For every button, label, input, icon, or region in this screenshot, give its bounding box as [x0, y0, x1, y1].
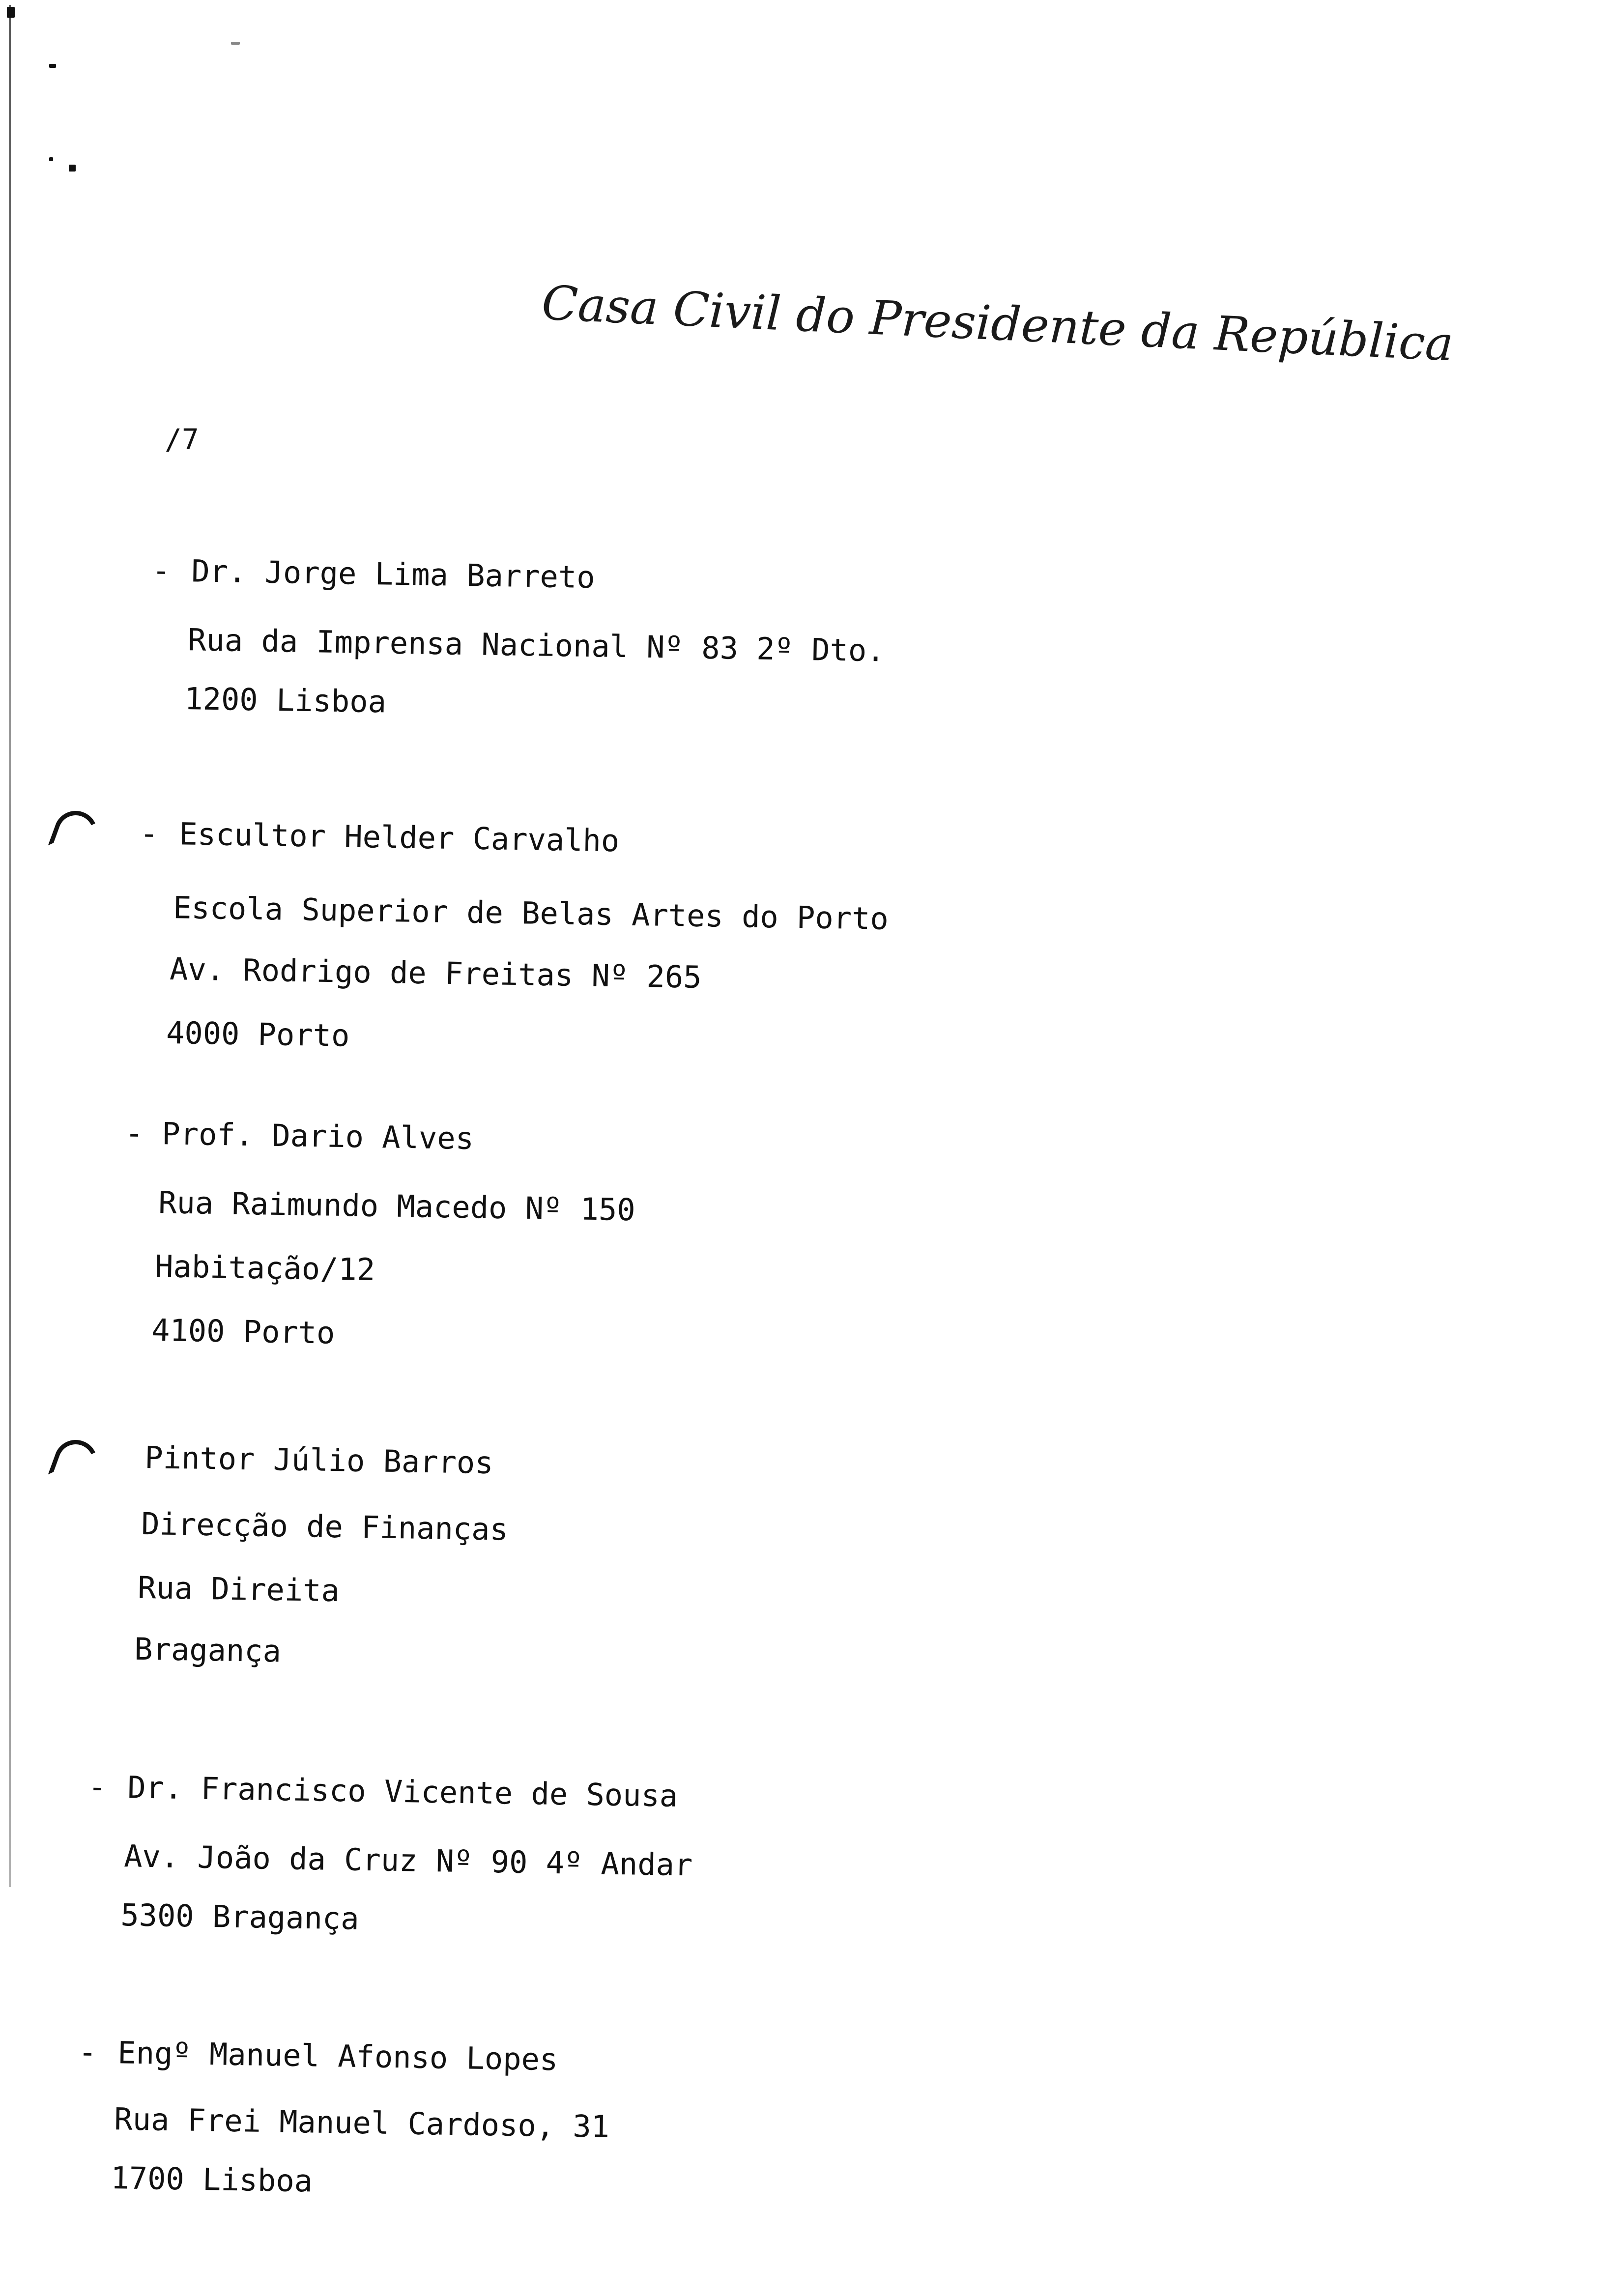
entry-dash: -: [124, 1115, 162, 1152]
entry-city: 1200 Lisboa: [184, 681, 387, 720]
handwritten-bracket-mark: [48, 1434, 104, 1490]
scan-speck: [69, 165, 76, 172]
entry-street: Av. Rodrigo de Freitas Nº 265: [169, 950, 702, 995]
entry-street: Rua Frei Manuel Cardoso, 31: [114, 2101, 610, 2145]
entry-name: Escultor Helder Carvalho: [178, 816, 620, 859]
scan-speck: [49, 64, 56, 68]
entry-name: Dr. Jorge Lima Barreto: [191, 553, 596, 596]
letterhead-script: Casa Civil do Presidente da República: [540, 275, 1455, 372]
entry-city: Bragança: [134, 1631, 282, 1669]
entry-dash: -: [87, 1769, 125, 1806]
scan-edge-line: [9, 5, 11, 1887]
entry-city: 5300 Bragança: [120, 1897, 360, 1937]
entry-street: Rua da Imprensa Nacional Nº 83 2º Dto.: [187, 622, 886, 669]
entry-city: 1700 Lisboa: [110, 2160, 313, 2199]
entry-name: Engº Manuel Afonso Lopes: [117, 2035, 558, 2078]
entry-institution: Escola Superior de Belas Artes do Porto: [173, 890, 889, 937]
entry-unit: Habitação/12: [154, 1248, 375, 1288]
scan-speck: [231, 42, 240, 45]
entry-name: Pintor Júlio Barros: [144, 1439, 494, 1481]
scan-speck: [49, 157, 53, 161]
entry-office: Direcção de Finanças: [141, 1505, 509, 1548]
page-reference: /7: [165, 423, 199, 456]
entry-city: 4100 Porto: [151, 1312, 336, 1351]
entry-dash: -: [151, 552, 189, 589]
scan-speck: [7, 7, 15, 18]
entry-name: Prof. Dario Alves: [161, 1116, 474, 1157]
entry-street: Av. João da Cruz Nº 90 4º Andar: [123, 1838, 693, 1883]
entry-street: Rua Raimundo Macedo Nº 150: [158, 1184, 636, 1228]
entry-dash: -: [78, 2034, 115, 2071]
entry-name: Dr. Francisco Vicente de Sousa: [127, 1769, 678, 1814]
entry-dash: -: [139, 815, 177, 852]
entry-city: 4000 Porto: [166, 1014, 350, 1054]
handwritten-bracket-mark: [48, 805, 104, 861]
entry-street: Rua Direita: [137, 1569, 340, 1609]
